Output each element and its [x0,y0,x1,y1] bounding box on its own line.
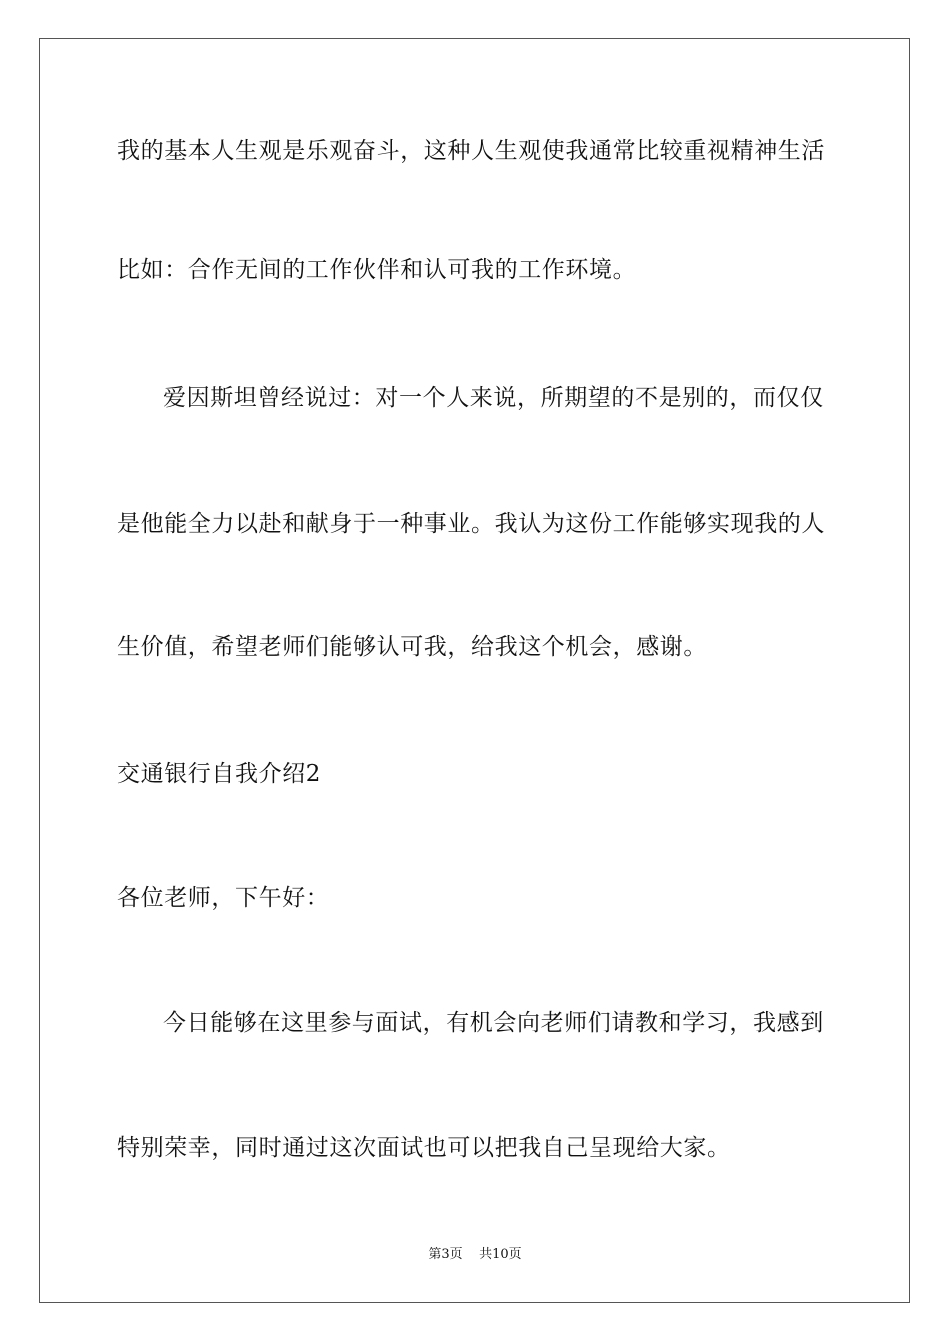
body-line-7: 特别荣幸，同时通过这次面试也可以把我自己呈现给大家。 [117,1135,731,1161]
body-line-6: 今日能够在这里参与面试，有机会向老师们请教和学习，我感到 [163,1010,824,1036]
page-number-footer: 第3页 共10页 [428,1247,522,1262]
page-frame [39,38,910,1303]
body-line-2: 比如：合作无间的工作伙伴和认可我的工作环境。 [117,257,637,283]
section-heading: 交通银行自我介绍2 [117,761,322,787]
body-line-5: 生价值，希望老师们能够认可我，给我这个机会，感谢。 [117,634,707,660]
body-line-3: 爱因斯坦曾经说过：对一个人来说，所期望的不是别的，而仅仅 [163,385,824,411]
body-line-4: 是他能全力以赴和献身于一种事业。我认为这份工作能够实现我的人 [117,511,825,537]
greeting-line: 各位老师，下午好： [117,885,330,911]
body-line-1: 我的基本人生观是乐观奋斗，这种人生观使我通常比较重视精神生活 [117,138,825,164]
